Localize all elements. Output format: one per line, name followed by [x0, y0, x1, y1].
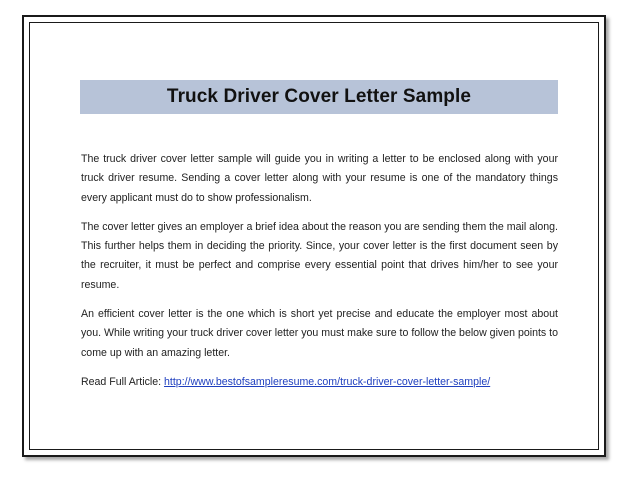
- read-full-article-label: Read Full Article:: [81, 375, 165, 388]
- page-title: Truck Driver Cover Letter Sample: [166, 86, 472, 107]
- paragraph-2: The cover letter gives an employer a brief idea about the reason you are sending them the mail along. This further helps them in deciding the priority. Since, your cover letter is the first document seen by the recruiter, it must be perfect and comprise every essential point that drives him/her to see your resume.: [81, 220, 558, 291]
- paragraph-3: An efficient cover letter is the one which is short yet precise and educate the employer most about you. While writing your truck driver cover letter you must make sure to follow the below given points to come up with an amazing letter.: [81, 308, 558, 359]
- article-link[interactable]: http://www.bestofsampleresume.com/truck-driver-cover-letter-sample/: [164, 375, 491, 388]
- read-full-article-line: [81, 373, 558, 392]
- title-banner: [80, 80, 558, 114]
- paragraph-1: The truck driver cover letter sample will guide you in writing a letter to be enclosed along with your truck driver resume. Sending a cover letter along with your resume is one of the mandatory things every applicant must do to show professionalism.: [81, 153, 558, 204]
- article-body: [81, 150, 558, 402]
